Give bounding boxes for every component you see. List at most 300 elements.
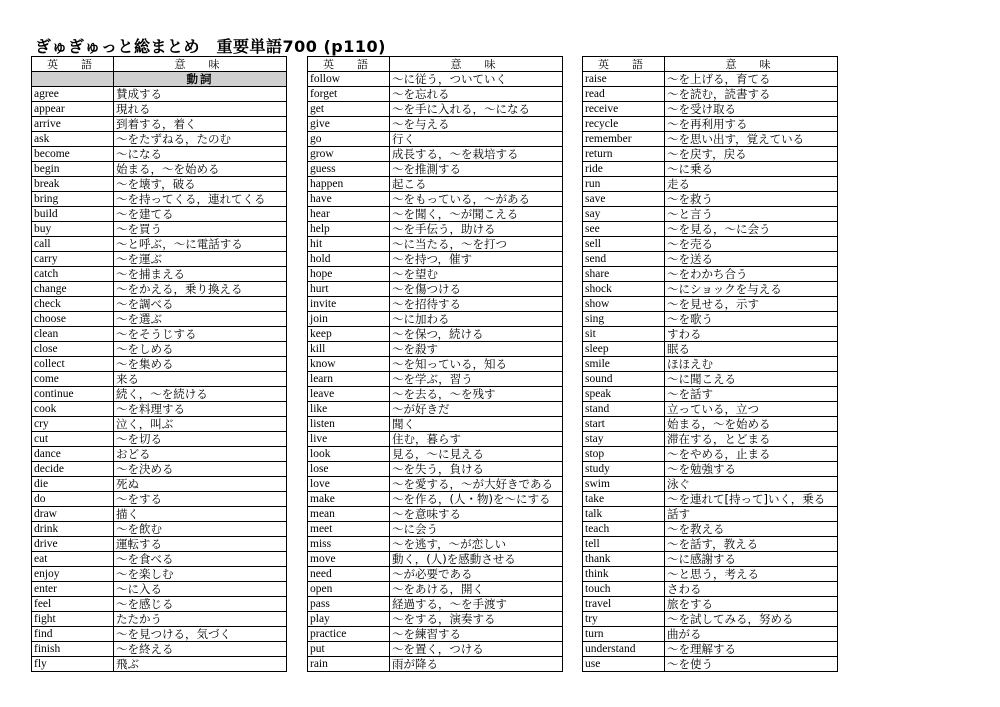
- table-row: [32, 492, 287, 507]
- japanese-meaning: ～を持つ，催す: [390, 252, 563, 267]
- english-word: cut: [32, 432, 114, 447]
- english-word: show: [583, 297, 665, 312]
- japanese-meaning: ～を食べる: [114, 552, 287, 567]
- japanese-meaning: ～に会う: [390, 522, 563, 537]
- english-word: sit: [583, 327, 665, 342]
- japanese-meaning: ～をわかち合う: [665, 267, 838, 282]
- japanese-meaning: ～を保つ，続ける: [390, 327, 563, 342]
- english-word: choose: [32, 312, 114, 327]
- table-row: [583, 117, 838, 132]
- japanese-meaning: ～をしめる: [114, 342, 287, 357]
- english-word: check: [32, 297, 114, 312]
- japanese-meaning: ～を思い出す，覚えている: [665, 132, 838, 147]
- english-word: practice: [308, 627, 390, 642]
- japanese-meaning: ～を置く，つける: [390, 642, 563, 657]
- english-word: build: [32, 207, 114, 222]
- japanese-meaning: ～を売る: [665, 237, 838, 252]
- english-word: swim: [583, 477, 665, 492]
- english-word: happen: [308, 177, 390, 192]
- table-row: [583, 297, 838, 312]
- japanese-meaning: 飛ぶ: [114, 657, 287, 672]
- header-meaning: 意 味: [390, 57, 563, 72]
- table-row: [32, 252, 287, 267]
- japanese-meaning: ～を使う: [665, 657, 838, 672]
- japanese-meaning: ～に加わる: [390, 312, 563, 327]
- english-word: kill: [308, 342, 390, 357]
- table-row: [583, 312, 838, 327]
- table-row: [32, 222, 287, 237]
- japanese-meaning: 来る: [114, 372, 287, 387]
- english-word: meet: [308, 522, 390, 537]
- table-row: [308, 507, 563, 522]
- table-row: [583, 537, 838, 552]
- english-word: drink: [32, 522, 114, 537]
- table-header-row: [308, 57, 563, 72]
- table-row: [32, 342, 287, 357]
- english-word: try: [583, 612, 665, 627]
- table-row: [308, 222, 563, 237]
- table-row: [32, 282, 287, 297]
- table-row: [583, 267, 838, 282]
- english-word: get: [308, 102, 390, 117]
- japanese-meaning: ～をもっている，～がある: [390, 192, 563, 207]
- english-word: smile: [583, 357, 665, 372]
- english-word: help: [308, 222, 390, 237]
- english-word: have: [308, 192, 390, 207]
- table-row: [308, 417, 563, 432]
- table-row: [32, 147, 287, 162]
- english-word: love: [308, 477, 390, 492]
- table-row: [308, 312, 563, 327]
- english-word: need: [308, 567, 390, 582]
- table-row: [583, 552, 838, 567]
- english-word: call: [32, 237, 114, 252]
- japanese-meaning: ～に乗る: [665, 162, 838, 177]
- table-row: [308, 522, 563, 537]
- table-row: [583, 597, 838, 612]
- table-row: [308, 72, 563, 87]
- table-row: [308, 582, 563, 597]
- table-row: [308, 237, 563, 252]
- table-row: [32, 312, 287, 327]
- japanese-meaning: ～をあける，開く: [390, 582, 563, 597]
- japanese-meaning: さわる: [665, 582, 838, 597]
- japanese-meaning: 経過する，～を手渡す: [390, 597, 563, 612]
- table-row: [583, 342, 838, 357]
- english-word: fly: [32, 657, 114, 672]
- vocab-table-3: [582, 56, 838, 672]
- english-word: guess: [308, 162, 390, 177]
- english-word: enjoy: [32, 567, 114, 582]
- table-row: [583, 252, 838, 267]
- english-word: read: [583, 87, 665, 102]
- japanese-meaning: 雨が降る: [390, 657, 563, 672]
- table-row: [583, 87, 838, 102]
- table-row: [308, 612, 563, 627]
- japanese-meaning: ほほえむ: [665, 357, 838, 372]
- table-row: [32, 507, 287, 522]
- table-row: [32, 357, 287, 372]
- english-word: bring: [32, 192, 114, 207]
- english-word: dance: [32, 447, 114, 462]
- table-row: [32, 207, 287, 222]
- table-row: [308, 372, 563, 387]
- table-row: [308, 492, 563, 507]
- english-word: make: [308, 492, 390, 507]
- english-word: stand: [583, 402, 665, 417]
- japanese-meaning: 見る，～に見える: [390, 447, 563, 462]
- table-row: [32, 552, 287, 567]
- japanese-meaning: ～を上げる，育てる: [665, 72, 838, 87]
- english-word: cook: [32, 402, 114, 417]
- japanese-meaning: ～を受け取る: [665, 102, 838, 117]
- japanese-meaning: ～を逃す，～が恋しい: [390, 537, 563, 552]
- english-word: travel: [583, 597, 665, 612]
- english-word: become: [32, 147, 114, 162]
- japanese-meaning: ～を聞く，～が聞こえる: [390, 207, 563, 222]
- english-word: clean: [32, 327, 114, 342]
- japanese-meaning: おどる: [114, 447, 287, 462]
- english-word: shock: [583, 282, 665, 297]
- japanese-meaning: ～を決める: [114, 462, 287, 477]
- english-word: finish: [32, 642, 114, 657]
- english-word: collect: [32, 357, 114, 372]
- table-row: [308, 207, 563, 222]
- table-header-row: [32, 57, 287, 72]
- japanese-meaning: 起こる: [390, 177, 563, 192]
- table-row: [583, 432, 838, 447]
- english-word: think: [583, 567, 665, 582]
- table-row: [32, 177, 287, 192]
- english-word: buy: [32, 222, 114, 237]
- page-title: ぎゅぎゅっと総まとめ 重要単語700 (p110): [35, 37, 386, 56]
- english-word: share: [583, 267, 665, 282]
- table-row: [308, 357, 563, 372]
- table-row: [308, 387, 563, 402]
- japanese-meaning: ～を失う，負ける: [390, 462, 563, 477]
- english-word: forget: [308, 87, 390, 102]
- japanese-meaning: ～を楽しむ: [114, 567, 287, 582]
- japanese-meaning: 住む，暮らす: [390, 432, 563, 447]
- japanese-meaning: ～が好きだ: [390, 402, 563, 417]
- english-word: break: [32, 177, 114, 192]
- table-row: [32, 582, 287, 597]
- japanese-meaning: ～を理解する: [665, 642, 838, 657]
- table-row: [308, 102, 563, 117]
- table-row: [308, 327, 563, 342]
- japanese-meaning: 続く，～を続ける: [114, 387, 287, 402]
- japanese-meaning: ～をかえる，乗り換える: [114, 282, 287, 297]
- section-row: [32, 72, 287, 87]
- english-word: die: [32, 477, 114, 492]
- japanese-meaning: ～を買う: [114, 222, 287, 237]
- english-word: enter: [32, 582, 114, 597]
- english-word: change: [32, 282, 114, 297]
- japanese-meaning: 運転する: [114, 537, 287, 552]
- english-word: live: [308, 432, 390, 447]
- table-row: [583, 612, 838, 627]
- japanese-meaning: 眠る: [665, 342, 838, 357]
- table-row: [583, 627, 838, 642]
- english-word: receive: [583, 102, 665, 117]
- english-word: rain: [308, 657, 390, 672]
- english-word: arrive: [32, 117, 114, 132]
- japanese-meaning: ～を捕まえる: [114, 267, 287, 282]
- english-word: ask: [32, 132, 114, 147]
- table-row: [583, 372, 838, 387]
- table-row: [583, 192, 838, 207]
- english-word: leave: [308, 387, 390, 402]
- japanese-meaning: ～を救う: [665, 192, 838, 207]
- japanese-meaning: ～を持ってくる，連れてくる: [114, 192, 287, 207]
- english-word: play: [308, 612, 390, 627]
- japanese-meaning: ～を教える: [665, 522, 838, 537]
- japanese-meaning: ～が必要である: [390, 567, 563, 582]
- japanese-meaning: ～をそうじする: [114, 327, 287, 342]
- vocab-table-1: [31, 56, 287, 672]
- english-word: see: [583, 222, 665, 237]
- english-word: hear: [308, 207, 390, 222]
- japanese-meaning: 旅をする: [665, 597, 838, 612]
- japanese-meaning: ～を建てる: [114, 207, 287, 222]
- english-word: invite: [308, 297, 390, 312]
- table-row: [32, 567, 287, 582]
- table-row: [583, 522, 838, 537]
- english-word: sleep: [583, 342, 665, 357]
- japanese-meaning: ～を見せる，示す: [665, 297, 838, 312]
- table-row: [32, 477, 287, 492]
- japanese-meaning: たたかう: [114, 612, 287, 627]
- english-word: look: [308, 447, 390, 462]
- table-row: [32, 447, 287, 462]
- japanese-meaning: ～に従う，ついていく: [390, 72, 563, 87]
- table-row: [32, 192, 287, 207]
- english-word: decide: [32, 462, 114, 477]
- english-word: take: [583, 492, 665, 507]
- table-row: [308, 297, 563, 312]
- table-row: [308, 657, 563, 672]
- english-word: start: [583, 417, 665, 432]
- english-word: hit: [308, 237, 390, 252]
- header-english: 英 語: [583, 57, 665, 72]
- english-word: hold: [308, 252, 390, 267]
- english-word: put: [308, 642, 390, 657]
- japanese-meaning: 死ぬ: [114, 477, 287, 492]
- english-word: agree: [32, 87, 114, 102]
- table-row: [308, 252, 563, 267]
- table-row: [32, 297, 287, 312]
- japanese-meaning: ～を集める: [114, 357, 287, 372]
- japanese-meaning: ～を手伝う，助ける: [390, 222, 563, 237]
- japanese-meaning: ～に入る: [114, 582, 287, 597]
- japanese-meaning: ～と言う: [665, 207, 838, 222]
- table-row: [308, 477, 563, 492]
- japanese-meaning: ～を終える: [114, 642, 287, 657]
- english-word: listen: [308, 417, 390, 432]
- english-word: run: [583, 177, 665, 192]
- japanese-meaning: ～に感謝する: [665, 552, 838, 567]
- table-row: [583, 147, 838, 162]
- section-label: 動詞: [114, 72, 287, 87]
- table-row: [32, 117, 287, 132]
- japanese-meaning: ～を再利用する: [665, 117, 838, 132]
- english-word: return: [583, 147, 665, 162]
- table-row: [583, 207, 838, 222]
- table-row: [32, 432, 287, 447]
- english-word: sing: [583, 312, 665, 327]
- table-row: [583, 492, 838, 507]
- table-row: [32, 627, 287, 642]
- table-row: [32, 462, 287, 477]
- japanese-meaning: ～を試してみる，努める: [665, 612, 838, 627]
- table-row: [308, 597, 563, 612]
- table-row: [32, 612, 287, 627]
- table-row: [308, 432, 563, 447]
- japanese-meaning: 始まる，～を始める: [665, 417, 838, 432]
- english-word: stop: [583, 447, 665, 462]
- japanese-meaning: ～を連れて[持って]いく，乗る: [665, 492, 838, 507]
- table-row: [308, 627, 563, 642]
- japanese-meaning: ～を選ぶ: [114, 312, 287, 327]
- english-word: speak: [583, 387, 665, 402]
- english-word: open: [308, 582, 390, 597]
- japanese-meaning: ～を招待する: [390, 297, 563, 312]
- japanese-meaning: ～に当たる，～を打つ: [390, 237, 563, 252]
- english-word: move: [308, 552, 390, 567]
- japanese-meaning: 行く: [390, 132, 563, 147]
- table-row: [32, 522, 287, 537]
- header-meaning: 意 味: [114, 57, 287, 72]
- table-row: [308, 87, 563, 102]
- table-row: [32, 132, 287, 147]
- table-row: [583, 102, 838, 117]
- english-word: use: [583, 657, 665, 672]
- japanese-meaning: 現れる: [114, 102, 287, 117]
- english-word: grow: [308, 147, 390, 162]
- japanese-meaning: ～を感じる: [114, 597, 287, 612]
- english-word: save: [583, 192, 665, 207]
- table-row: [308, 402, 563, 417]
- table-row: [583, 477, 838, 492]
- table-row: [583, 327, 838, 342]
- japanese-meaning: ～を話す，教える: [665, 537, 838, 552]
- japanese-meaning: 立っている，立つ: [665, 402, 838, 417]
- english-word: raise: [583, 72, 665, 87]
- table-header-row: [583, 57, 838, 72]
- english-word: tell: [583, 537, 665, 552]
- table-row: [32, 387, 287, 402]
- japanese-meaning: 始まる，～を始める: [114, 162, 287, 177]
- english-word: follow: [308, 72, 390, 87]
- japanese-meaning: 泣く，叫ぶ: [114, 417, 287, 432]
- english-word: learn: [308, 372, 390, 387]
- table-row: [32, 267, 287, 282]
- header-meaning: 意 味: [665, 57, 838, 72]
- english-word: sound: [583, 372, 665, 387]
- english-word: say: [583, 207, 665, 222]
- japanese-meaning: ～を去る，～を残す: [390, 387, 563, 402]
- table-row: [583, 507, 838, 522]
- english-word: lose: [308, 462, 390, 477]
- japanese-meaning: ～を壊す，破る: [114, 177, 287, 192]
- japanese-meaning: 聞く: [390, 417, 563, 432]
- header-english: 英 語: [32, 57, 114, 72]
- table-row: [583, 387, 838, 402]
- table-row: [308, 132, 563, 147]
- japanese-meaning: ～を飲む: [114, 522, 287, 537]
- japanese-meaning: 泳ぐ: [665, 477, 838, 492]
- table-row: [32, 162, 287, 177]
- table-row: [583, 132, 838, 147]
- japanese-meaning: ～と思う，考える: [665, 567, 838, 582]
- table-row: [583, 282, 838, 297]
- english-word: feel: [32, 597, 114, 612]
- japanese-meaning: ～に聞こえる: [665, 372, 838, 387]
- table-row: [583, 237, 838, 252]
- japanese-meaning: 曲がる: [665, 627, 838, 642]
- japanese-meaning: ～にショックを与える: [665, 282, 838, 297]
- english-word: begin: [32, 162, 114, 177]
- table-row: [583, 582, 838, 597]
- english-word: come: [32, 372, 114, 387]
- table-row: [32, 87, 287, 102]
- japanese-meaning: ～を送る: [665, 252, 838, 267]
- english-word: mean: [308, 507, 390, 522]
- english-word: fight: [32, 612, 114, 627]
- english-word: hope: [308, 267, 390, 282]
- table-row: [583, 177, 838, 192]
- table-row: [32, 237, 287, 252]
- english-word: cry: [32, 417, 114, 432]
- table-row: [32, 102, 287, 117]
- table-row: [583, 447, 838, 462]
- table-row: [308, 567, 563, 582]
- english-word: catch: [32, 267, 114, 282]
- table-row: [583, 72, 838, 87]
- japanese-meaning: ～を話す: [665, 387, 838, 402]
- table-row: [583, 222, 838, 237]
- table-row: [583, 567, 838, 582]
- japanese-meaning: 動く，(人)を感動させる: [390, 552, 563, 567]
- english-word: study: [583, 462, 665, 477]
- english-word: touch: [583, 582, 665, 597]
- table-row: [583, 417, 838, 432]
- japanese-meaning: ～を切る: [114, 432, 287, 447]
- table-row: [308, 267, 563, 282]
- table-row: [583, 462, 838, 477]
- table-row: [308, 342, 563, 357]
- table-row: [583, 402, 838, 417]
- japanese-meaning: ～を忘れる: [390, 87, 563, 102]
- table-row: [308, 447, 563, 462]
- japanese-meaning: ～を戻す，戻る: [665, 147, 838, 162]
- table-row: [32, 402, 287, 417]
- japanese-meaning: ～を与える: [390, 117, 563, 132]
- header-english: 英 語: [308, 57, 390, 72]
- table-row: [308, 177, 563, 192]
- english-word: teach: [583, 522, 665, 537]
- japanese-meaning: ～をする，演奏する: [390, 612, 563, 627]
- english-word: continue: [32, 387, 114, 402]
- table-row: [308, 117, 563, 132]
- japanese-meaning: すわる: [665, 327, 838, 342]
- english-word: miss: [308, 537, 390, 552]
- japanese-meaning: ～を見つける，気づく: [114, 627, 287, 642]
- japanese-meaning: ～を知っている，知る: [390, 357, 563, 372]
- japanese-meaning: 賛成する: [114, 87, 287, 102]
- table-row: [583, 657, 838, 672]
- japanese-meaning: ～を推測する: [390, 162, 563, 177]
